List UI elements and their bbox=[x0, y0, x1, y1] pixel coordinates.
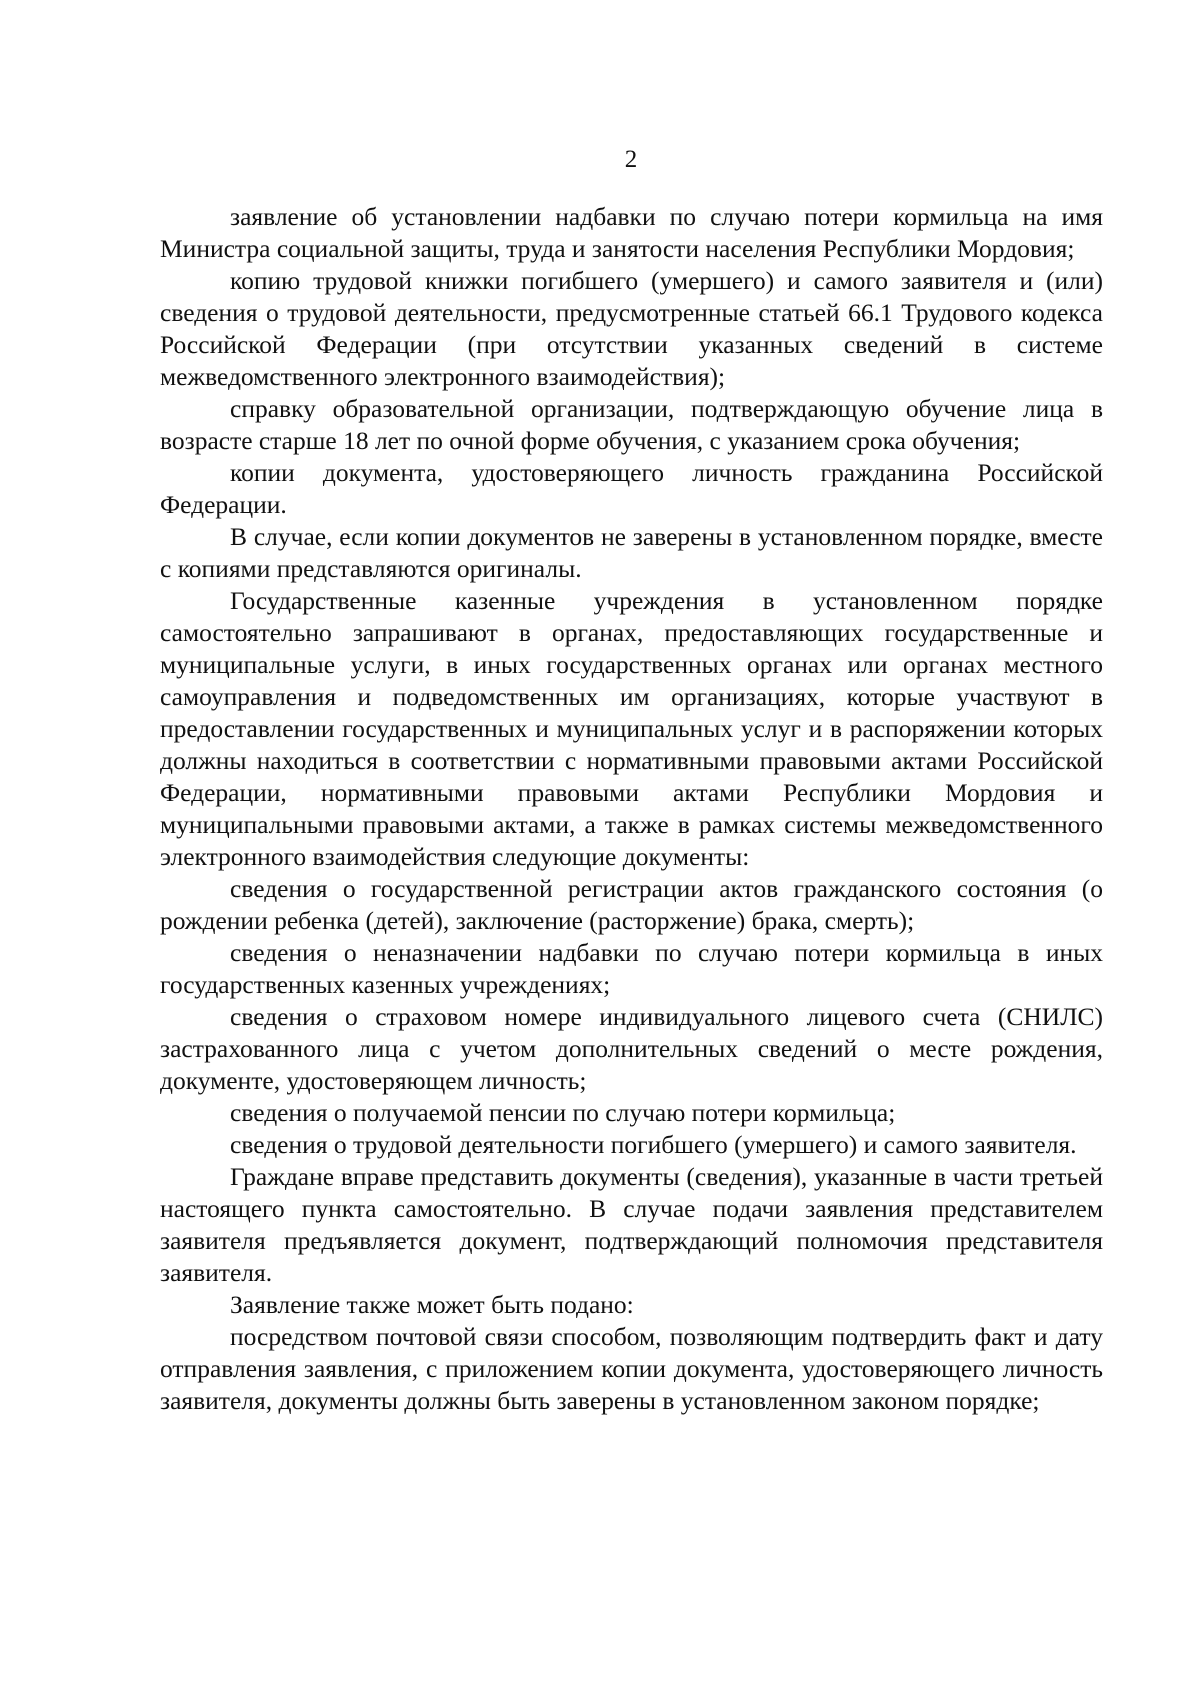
paragraph-work-book-copy: копию трудовой книжки погибшего (умершего) и самого заявителя и (или) сведения о трудовой деятельности, предусмотренные статьей 66.1 Трудового кодекса Российской Федерации (при отсутствии указанных сведений в системе межведомственного электронного взаимодействия); bbox=[160, 266, 1103, 391]
paragraph-postal-submission: посредством почтовой связи способом, позволяющим подтвердить факт и дату отправления заявления, с приложением копии документа, удостоверяющего личность заявителя, документы должны быть заверены в установленном законом порядке; bbox=[160, 1322, 1103, 1415]
page-number: 2 bbox=[624, 146, 638, 173]
paragraph-non-assignment: сведения о неназначении надбавки по случаю потери кормильца в иных государственных казенных учреждениях; bbox=[160, 938, 1103, 999]
paragraph-snils: сведения о страховом номере индивидуального лицевого счета (СНИЛС) застрахованного лица с учетом дополнительных сведений о месте рождения, документе, удостоверяющем личность; bbox=[160, 1002, 1103, 1095]
paragraph-originals: В случае, если копии документов не заверены в установленном порядке, вместе с копиями представляются оригиналы. bbox=[160, 522, 1103, 583]
document-body bbox=[160, 201, 1103, 1417]
paragraph-education-certificate: справку образовательной организации, подтверждающую обучение лица в возрасте старше 18 лет по очной форме обучения, с указанием срока обучения; bbox=[160, 394, 1103, 455]
paragraph-pension: сведения о получаемой пенсии по случаю потери кормильца; bbox=[230, 1098, 896, 1127]
paragraph-application: заявление об установлении надбавки по случаю потери кормильца на имя Министра социальной защиты, труда и занятости населения Республики Мордовия; bbox=[160, 202, 1103, 263]
paragraph-submission-methods: Заявление также может быть подано: bbox=[230, 1290, 634, 1319]
paragraph-state-institutions-request: Государственные казенные учреждения в установленном порядке самостоятельно запрашивают в органах, предоставляющих государственные и муниципальные услуги, в иных государственных органах или органах местного самоуправления и подведомственных им организациях, которые участвуют в предоставлении государственных и муниципальных услуг и в распоряжении которых должны находиться в соответствии с нормативными правовыми актами Российской Федерации, нормативными правовыми актами Республики Мордовия и муниципальными правовыми актами, а также в рамках системы межведомственного электронного взаимодействия следующие документы: bbox=[160, 586, 1103, 871]
paragraph-identity-document: копии документа, удостоверяющего личность гражданина Российской Федерации. bbox=[160, 458, 1103, 519]
paragraph-work-activity: сведения о трудовой деятельности погибшего (умершего) и самого заявителя. bbox=[230, 1130, 1077, 1159]
paragraph-citizens-right: Граждане вправе представить документы (сведения), указанные в части третьей настоящего пункта самостоятельно. В случае подачи заявления представителем заявителя предъявляется документ, подтверждающий полномочия представителя заявителя. bbox=[160, 1162, 1103, 1287]
paragraph-civil-registration: сведения о государственной регистрации актов гражданского состояния (о рождении ребенка (детей), заключение (расторжение) брака, смерть); bbox=[160, 874, 1103, 935]
